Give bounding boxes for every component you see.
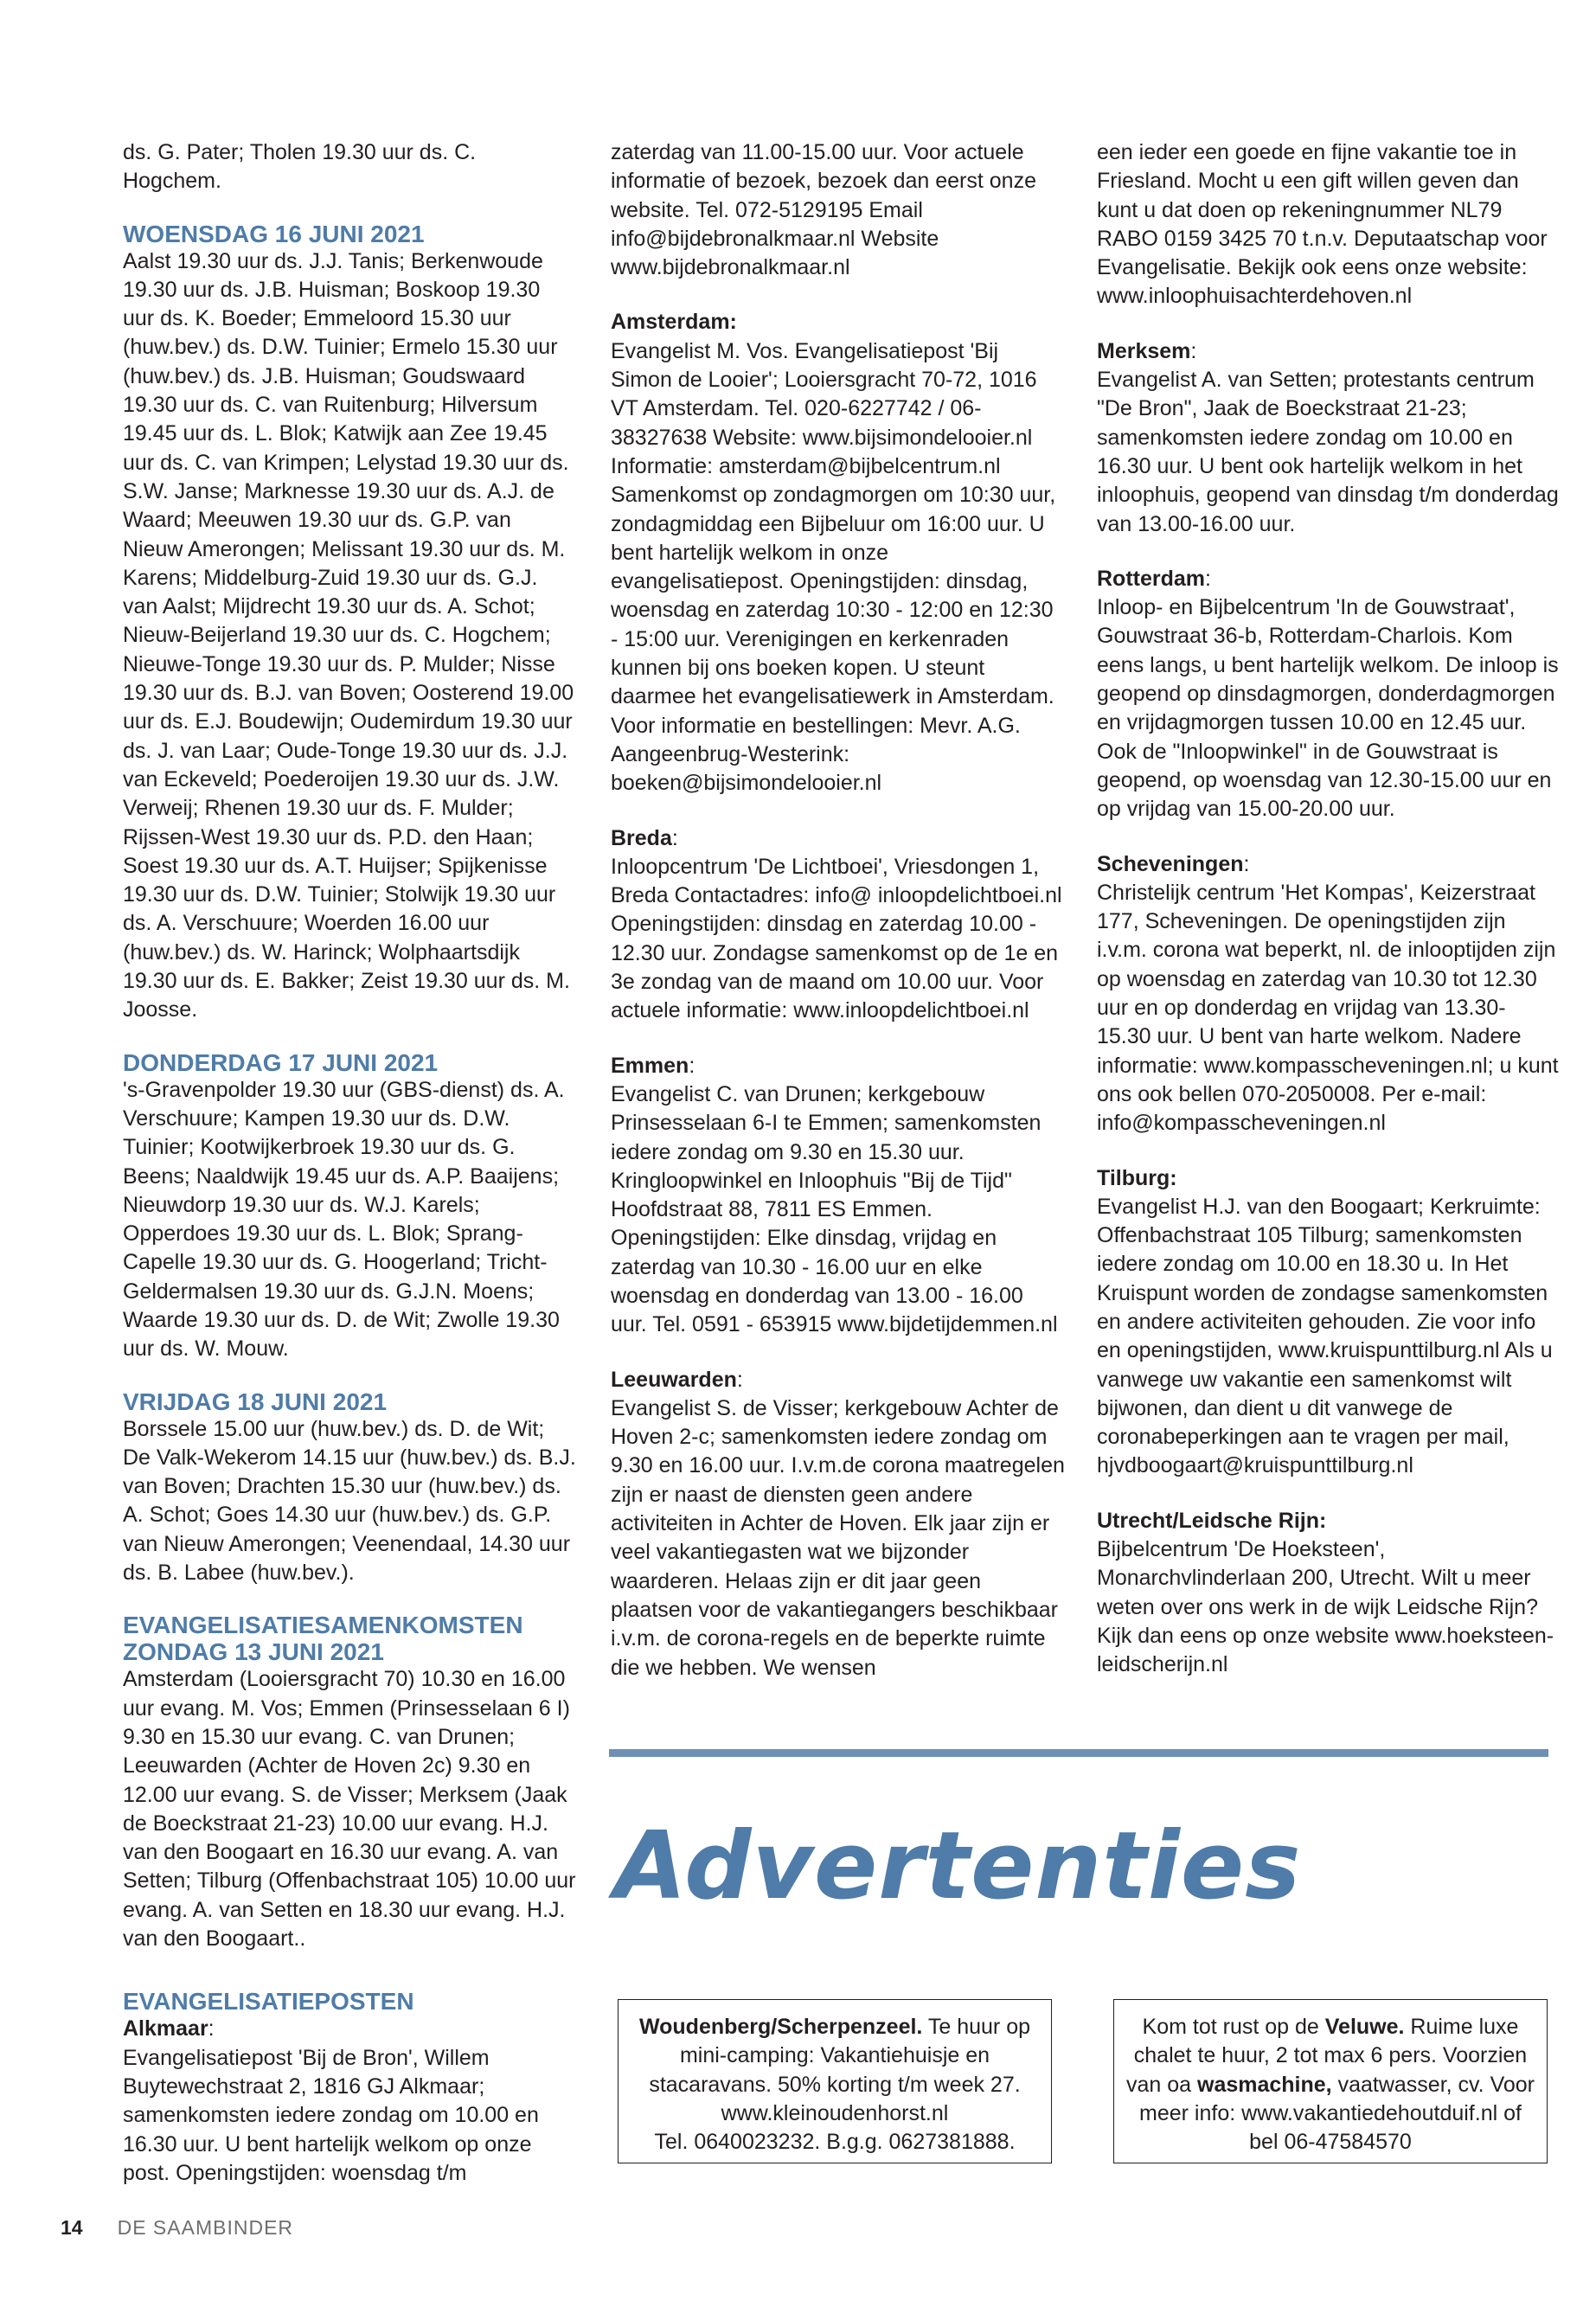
leeuwarden-text-continued: een ieder een goede en fijne vakantie toe in Friesland. Mocht u een gift willen geven dan kunt u dat doen op rekeningnummer NL79 RABO 0159 3425 70 t.n.v. Deputaatschap voor Evangelisatie. Bekijk ook eens onze website: www.inloophuisachterdehoven.nl	[1097, 140, 1548, 309]
ad-woudenberg-body	[629, 2013, 1041, 2099]
evangelisation-heading-line-2: ZONDAG 13 JUNI 2021	[123, 1638, 384, 1666]
ad-woudenberg-phone: Tel. 0640023232. B.g.g. 0627381888.	[654, 2130, 1016, 2155]
advertisements-divider	[609, 1749, 1548, 1757]
breda-name: Breda	[611, 825, 672, 850]
intro-text: ds. G. Pater; Tholen 19.30 uur ds. C. Hogchem.	[123, 140, 477, 194]
leeuwarden-name: Leeuwarden	[611, 1367, 737, 1392]
page-footer	[61, 2216, 293, 2240]
scheveningen-name: Scheveningen	[1097, 851, 1244, 876]
emmen-colon: :	[689, 1053, 695, 1078]
friday-heading: VRIJDAG 18 JUNI 2021	[123, 1388, 388, 1415]
rotterdam-colon: :	[1205, 566, 1211, 591]
alkmaar-text: Evangelisatiepost 'Bij de Bron', Willem Buytewechstraat 2, 1816 GJ Alkmaar; samenkomsten iedere zondag om 10.00 en 16.30 uur. U bent hartelijk welkom op onze post. Openingstijden: woensdag t/m	[123, 2045, 539, 2185]
rotterdam-heading	[1097, 565, 1560, 593]
evangelisation-posts-heading: EVANGELISATIEPOSTEN	[123, 1988, 414, 2016]
ad-woudenberg	[618, 1999, 1052, 2163]
tilburg-heading: Tilburg:	[1097, 1165, 1177, 1190]
scheveningen-text: Christelijk centrum 'Het Kompas', Keizerstraat 177, Scheveningen. De openingstijden zijn i.v.m. corona wat beperkt, nl. de inlooptijden zijn op woensdag en zaterdag van 10.30 tot 12.30 uur en op donderdag en vrijdag van 13.30-15.30 uur. U bent van harte welkom. Nadere informatie: www.kompasscheveningen.nl; u kunt ons ook bellen 070-2050008. Per e-mail: info@kompasscheveningen.nl	[1097, 880, 1559, 1136]
utrecht-text: Bijbelcentrum 'De Hoeksteen', Monarchvlinderlaan 200, Utrecht. Wilt u meer weten over ons werk in de wijk Leidsche Rijn? Kijk dan eens op onze website www.hoeksteen-leidscherijn.nl	[1097, 1537, 1554, 1677]
rotterdam-text: Inloop- en Bijbelcentrum 'In de Gouwstraat', Gouwstraat 36-b, Rotterdam-Charlois. Kom eens langs, u bent hartelijk welkom. De inloop is geopend op dinsdagmorgen, donderdagmorgen en vrijdagmorgen tussen 10.00 en 12.45 uur. Ook de "Inloopwinkel" in de Gouwstraat is geopend, op woensdag van 12.30-15.00 uur en op vrijdag van 15.00-20.00 uur.	[1097, 595, 1559, 822]
emmen-name: Emmen	[611, 1053, 689, 1078]
column-1	[123, 138, 577, 2188]
amsterdam-text: Evangelist M. Vos. Evangelisatiepost 'Bij Simon de Looier'; Looiersgracht 70-72, 1016 VT Amsterdam. Tel. 020-6227742 / 06-38327638 Website: www.bijsimondelooier.nl Informatie: amsterdam@bijbelcentrum.nl Samenkomst op zondagmorgen om 10:30 uur, zondagmiddag een Bijbeluur om 16:00 uur. U bent hartelijk welkom in onze evangelisatiepost. Openingstijden: dinsdag, woensdag en zaterdag 10:30 - 12:00 en 12:30 - 15:00 uur. Verenigingen en kerkenraden kunnen bij ons boeken kopen. U steunt daarmee het evangelisatiewerk in Amsterdam. Voor informatie en bestellingen: Mevr. A.G. Aangeenbrug-Westerink: boeken@bijsimondelooier.nl	[611, 338, 1056, 796]
emmen-heading	[611, 1052, 1065, 1080]
utrecht-heading: Utrecht/Leidsche Rijn:	[1097, 1508, 1327, 1533]
leeuwarden-text: Evangelist S. de Visser; kerkgebouw Achter de Hoven 2-c; samenkomsten iedere zondag om 9.30 en 16.00 uur. I.v.m.de corona maatregelen zijn er naast de diensten geen andere activiteiten in Achter de Hoven. Elk jaar zijn er veel vakantiegasten wat we bijzonder waarderen. Helaas zijn er dit jaar geen plaatsen voor de vakantiegangers beschikbaar i.v.m. de corona-regels en de beperkte ruimte die we hebben. We wensen	[611, 1395, 1065, 1680]
leeuwarden-colon: :	[736, 1367, 743, 1392]
ad-veluwe-bold-2: wasmachine,	[1197, 2072, 1332, 2097]
amsterdam-heading: Amsterdam:	[611, 310, 737, 335]
breda-colon: :	[671, 825, 678, 850]
scheveningen-heading	[1097, 850, 1560, 879]
ad-woudenberg-text: Te huur op mini-camping: Vakantiehuisje en stacaravans. 50% korting t/m week 27.	[649, 2015, 1031, 2097]
ad-veluwe-post: vaatwasser, cv. Voor meer info: www.vakantiedehoutduif.nl of bel 06-47584570	[1139, 2072, 1535, 2155]
ad-veluwe-bold-1: Veluwe.	[1324, 2015, 1405, 2039]
evangelisation-meetings-text: Amsterdam (Looiersgracht 70) 10.30 en 16.00 uur evang. M. Vos; Emmen (Prinsesselaan 6 I) 9.30 en 15.30 uur evang. C. van Drunen; Leeuwarden (Achter de Hoven 2c) 9.30 en 12.00 uur evang. S. de Visser; Merksem (Jaak de Boeckstraat 21-23) 10.00 uur evang. H.J. van den Boogaart en 16.30 uur evang. A. van Setten; Tilburg (Offenbachstraat 105) 10.00 uur evang. A. van Setten en 18.30 uur evang. H.J. van den Boogaart..	[123, 1667, 576, 1952]
breda-heading	[611, 824, 1065, 853]
ad-veluwe-mid: Ruime luxe chalet te huur, 2 tot max 6 pers. Voorzien van oa	[1125, 2015, 1528, 2097]
alkmaar-colon: :	[208, 2016, 215, 2041]
tilburg-text: Evangelist H.J. van den Boogaart; Kerkruimte: Offenbachstraat 105 Tilburg; samenkomsten iedere zondag om 10.00 en 18.30 u. In Het Kruispunt worden de zondagse samenkomsten en andere activiteiten gehouden. Zie voor info en openingstijden, www.kruispunttilburg.nl Als u vanwege uw vakantie een samenkomst wilt bijwonen, dan dient u dit vanwege de coronabeperkingen aan te vragen per mail, hjvdboogaart@kruispunttilburg.nl	[1097, 1194, 1553, 1478]
wednesday-services: Aalst 19.30 uur ds. J.J. Tanis; Berkenwoude 19.30 uur ds. J.B. Huisman; Boskoop 19.30 uur ds. K. Boeder; Emmeloord 15.30 uur (huw.bev.) ds. D.W. Tuinier; Ermelo 15.30 uur (huw.bev.) ds. J.B. Huisman; Goudswaard 19.30 uur ds. C. van Ruitenburg; Hilversum 19.45 uur ds. L. Blok; Katwijk aan Zee 19.45 uur ds. C. van Krimpen; Lelystad 19.30 uur ds. S.W. Janse; Marknesse 19.30 uur ds. A.J. de Waard; Meeuwen 19.30 uur ds. G.P. van Nieuw Amerongen; Melissant 19.30 uur ds. M. Karens; Middelburg-Zuid 19.30 uur ds. G.J. van Aalst; Mijdrecht 19.30 uur ds. A. Schot; Nieuw-Beijerland 19.30 uur ds. C. Hogchem; Nieuwe-Tonge 19.30 uur ds. P. Mulder; Nisse 19.30 uur ds. B.J. van Boven; Oosterend 19.00 uur ds. E.J. Boudewijn; Oudemirdum 19.30 uur ds. J. van Laar; Oude-Tonge 19.30 uur ds. J.J. van Eckeveld; Poederoijen 19.30 uur ds. J.W. Verweij; Rhenen 19.30 uur ds. F. Mulder; Rijssen-West 19.30 uur ds. P.D. den Haan; Soest 19.30 uur ds. A.T. Huijser; Spijkenisse 19.30 uur ds. D.W. Tuinier; Stolwijk 19.30 uur ds. A. Verschuure; Woerden 16.00 uur (huw.bev.) ds. W. Harinck; Wolphaartsdijk 19.30 uur ds. E. Bakker; Zeist 19.30 uur ds. M. Joosse.	[123, 248, 574, 1022]
ad-veluwe	[1113, 1999, 1548, 2163]
evangelisation-heading-line-1: EVANGELISATIESAMENKOMSTEN	[123, 1612, 523, 1639]
emmen-text: Evangelist C. van Drunen; kerkgebouw Prinsesselaan 6-I te Emmen; samenkomsten iedere zondag om 9.30 en 15.30 uur. Kringloopwinkel en Inloophuis "Bij de Tijd" Hoofdstraat 88, 7811 ES Emmen. Openingstijden: Elke dinsdag, vrijdag en zaterdag van 10.30 - 16.00 uur en elke woensdag en donderdag van 13.00 - 16.00 uur. Tel. 0591 - 653915 www.bijdetijdemmen.nl	[611, 1081, 1058, 1337]
ad-woudenberg-url: www.kleinoudenhorst.nl	[721, 2100, 949, 2125]
merksem-colon: :	[1190, 338, 1197, 363]
merksem-heading	[1097, 337, 1560, 366]
evangelisation-meetings-heading	[123, 1612, 577, 1665]
thursday-services: 's-Gravenpolder 19.30 uur (GBS-dienst) ds. A. Verschuure; Kampen 19.30 uur ds. D.W. Tuinier; Kootwijkerbroek 19.30 uur ds. G. Beens; Naaldwijk 19.45 uur ds. A.P. Baaijens; Nieuwdorp 19.30 uur ds. W.J. Karels; Opperdoes 19.30 uur ds. L. Blok; Sprang-Capelle 19.30 uur ds. G. Hoogerland; Tricht-Geldermalsen 19.30 uur ds. G.J.N. Moens; Waarde 19.30 uur ds. D. de Wit; Zwolle 19.30 uur ds. W. Mouw.	[123, 1077, 565, 1362]
friday-services: Borssele 15.00 uur (huw.bev.) ds. D. de Wit; De Valk-Wekerom 14.15 uur (huw.bev.) ds. B.J. van Boven; Drachten 15.30 uur (huw.bev.) ds. A. Schot; Goes 14.30 uur (huw.bev.) ds. G.P. van Nieuw Amerongen; Veenendaal, 14.30 uur ds. B. Labee (huw.bev.).	[123, 1416, 576, 1586]
alkmaar-name: Alkmaar	[123, 2016, 208, 2041]
ad-woudenberg-bold: Woudenberg/Scherpenzeel.	[638, 2015, 923, 2039]
ad-veluwe-pre: Kom tot rust op de	[1142, 2015, 1325, 2039]
advertisements-title: Advertenties	[614, 1812, 1302, 1920]
merksem-text: Evangelist A. van Setten; protestants centrum "De Bron", Jaak de Boeckstraat 21-23; samenkomsten iedere zondag om 10.00 en 16.30 uur. U bent ook hartelijk welkom in het inloophuis, geopend van dinsdag t/m donderdag van 13.00-16.00 uur.	[1097, 368, 1559, 536]
alkmaar-heading	[123, 2015, 577, 2043]
magazine-name: DE SAAMBINDER	[117, 2216, 294, 2239]
scheveningen-colon: :	[1243, 851, 1250, 876]
rotterdam-name: Rotterdam	[1097, 566, 1206, 591]
page-number: 14	[61, 2216, 83, 2239]
leeuwarden-heading	[611, 1366, 1065, 1394]
merksem-name: Merksem	[1097, 338, 1191, 363]
breda-text: Inloopcentrum 'De Lichtboei', Vriesdongen 1, Breda Contactadres: info@ inloopdelichtboei.nl Openingstijden: dinsdag en zaterdag 10.00 - 12.30 uur. Zondagse samenkomst op de 1e en 3e zondag van de maand om 10.00 uur. Voor actuele informatie: www.inloopdelichtboei.nl	[611, 854, 1062, 1023]
thursday-heading: DONDERDAG 17 JUNI 2021	[123, 1048, 439, 1076]
column-3	[1097, 138, 1560, 1680]
column-2	[611, 138, 1065, 1682]
alkmaar-text-continued: zaterdag van 11.00-15.00 uur. Voor actuele informatie of bezoek, bezoek dan eerst onze website. Tel. 072-5129195 Email info@bijdebronalkmaar.nl Website www.bijdebronalkmaar.nl	[611, 140, 1036, 280]
wednesday-heading: WOENSDAG 16 JUNI 2021	[123, 220, 425, 247]
